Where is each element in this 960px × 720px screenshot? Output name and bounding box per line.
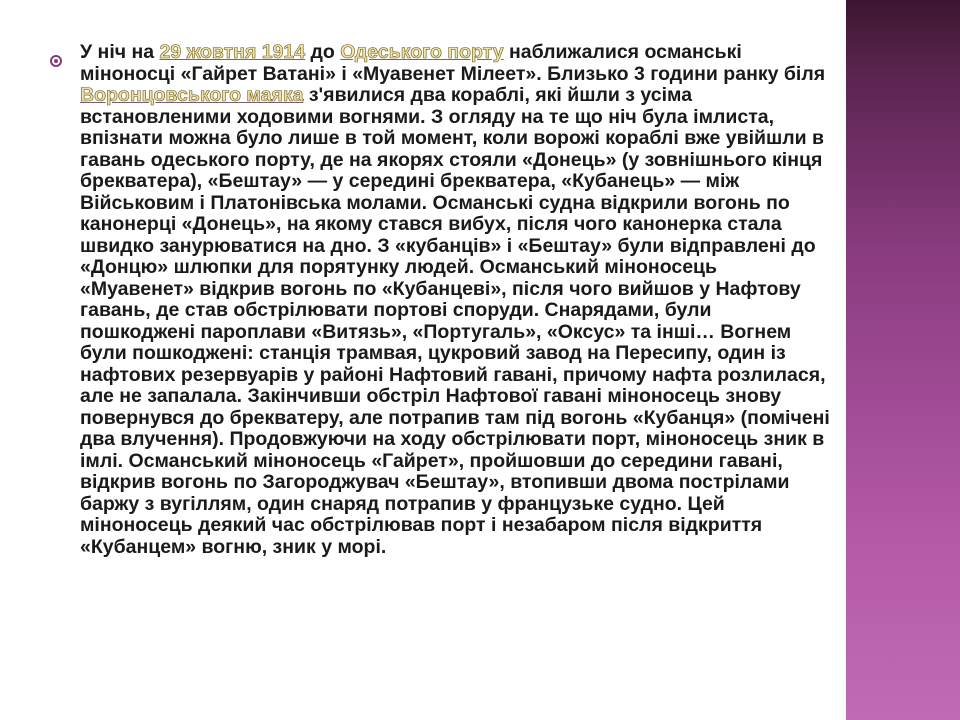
vorontsov-lighthouse-link[interactable]: Воронцовського маяка — [80, 84, 304, 106]
text-segment: з'явилися два кораблі, які йшли з усіма встановленими ходовими вогнями. З огляду на те що ніч була імлиста, впізнати можна було лише в той момент, коли ворожі кораблі вже увійшли в гавань одеського порту, де на якорях стояли «Донець» (у зовнішнього кінця брекватера), «Бештау» — у середині брекватера, «Кубанець» — між Військовим і Платонівська молами. Османські судна відкрили вогонь по канонерці «Донець», на якому стався вибух, після чого канонерка стала швидко занурюватися на дно. З «кубанців» і «Бештау» були відправлені до «Донцю» шлюпки для порятунку людей. Османський міноносець «Муавенет» відкрив вогонь по «Кубанцеві», після чого вийшов у Нафтову гавань, де став обстрілювати портові споруди. Снарядами, були пошкоджені пароплави «Витязь», «Португаль», «Оксус» та інші… Вогнем були пошкоджені: станція трамвая, цукровий завод на Пересипу, один із нафтових резервуарів у районі Нафтовий гавані, причому нафта розлилася, але не запалала. Закінчивши обстріл Нафтової гавані міноносець знову повернувся до брекватеру, але потрапив там під вогонь «Кубанця» (помічені два влучення). Продовжуючи на ходу обстрілювати порт, міноносець зник в імлі. Османський міноносець «Гайрет», пройшовши до середини гавані, відкрив вогонь по Загороджувач «Бештау», втопивши двома пострілами баржу з вугіллям, один снаряд потрапив у французьке судно. Цей міноносець деякий час обстрілював порт і незабаром після відкриття «Кубанцем» вогню, зник у морі. — [80, 84, 830, 558]
decorative-sidebar — [846, 0, 960, 720]
text-segment: до — [305, 41, 341, 63]
body-paragraph — [50, 42, 830, 558]
date-link[interactable]: 29 жовтня 1914 — [159, 41, 306, 63]
text-segment: У ніч на — [80, 41, 160, 63]
slide-content — [50, 42, 830, 558]
odesa-port-link[interactable]: Одеського порту — [340, 41, 504, 63]
text-segment: наближалися османські міноносці «Гайрет Ватані» і «Муавенет Мілеет». Близько 3 години ранку біля — [80, 41, 826, 85]
circle-bullet-icon — [50, 55, 62, 67]
